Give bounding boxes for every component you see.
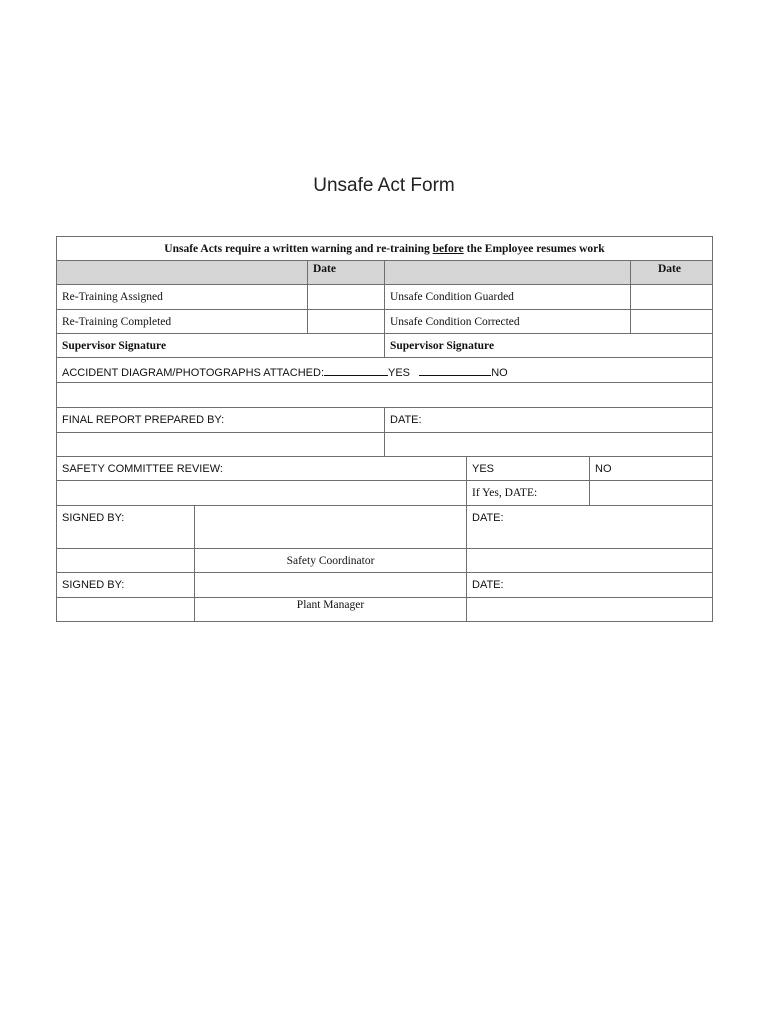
safety-coordinator-label: Safety Coordinator (194, 548, 467, 573)
date-header-right: Date (630, 260, 713, 285)
safety-committee-label: SAFETY COMMITTEE REVIEW: (56, 456, 467, 481)
signed-by-date-label-2: DATE: (466, 572, 713, 598)
accident-diagram-row (56, 357, 713, 383)
final-report-date-field[interactable] (384, 432, 713, 457)
no-blank-line[interactable] (419, 364, 491, 376)
accident-yes-label: YES (388, 367, 411, 379)
condition-guarded-label: Unsafe Condition Guarded (384, 284, 631, 310)
safety-committee-no[interactable]: NO (589, 456, 713, 481)
retraining-completed-date-field[interactable] (307, 309, 385, 334)
signer-blank-2 (56, 597, 195, 622)
accident-no-label: NO (491, 367, 508, 379)
supervisor-signature-left[interactable]: Supervisor Signature (56, 333, 385, 358)
plant-manager-date-field[interactable] (466, 597, 713, 622)
retraining-completed-label: Re-Training Completed (56, 309, 308, 334)
accident-notes-field[interactable] (56, 382, 713, 408)
supervisor-signature-right[interactable]: Supervisor Signature (384, 333, 713, 358)
plant-manager-signature-field[interactable] (194, 572, 467, 598)
final-report-name-field[interactable] (56, 432, 385, 457)
condition-corrected-label: Unsafe Condition Corrected (384, 309, 631, 334)
final-report-date-label: DATE: (384, 407, 713, 433)
yes-blank-line[interactable] (324, 364, 388, 376)
safety-committee-notes-field[interactable] (56, 480, 467, 506)
header-blank-right (384, 260, 631, 285)
safety-coordinator-date-field[interactable] (466, 548, 713, 573)
signed-by-label-2: SIGNED BY: (56, 572, 195, 598)
condition-corrected-date-field[interactable] (630, 309, 713, 334)
final-report-label: FINAL REPORT PREPARED BY: (56, 407, 385, 433)
date-header-left: Date (307, 260, 385, 285)
notice-banner (56, 236, 713, 261)
signer-blank-1 (56, 548, 195, 573)
condition-guarded-date-field[interactable] (630, 284, 713, 310)
if-yes-date-label: If Yes, DATE: (466, 480, 590, 506)
header-blank-left (56, 260, 308, 285)
notice-emphasis: before (432, 243, 464, 255)
retraining-assigned-label: Re-Training Assigned (56, 284, 308, 310)
safety-committee-yes[interactable]: YES (466, 456, 590, 481)
if-yes-date-field[interactable] (589, 480, 713, 506)
plant-manager-label: Plant Manager (194, 597, 467, 622)
signed-by-label-1: SIGNED BY: (56, 505, 195, 549)
safety-coordinator-signature-field[interactable] (194, 505, 467, 549)
retraining-assigned-date-field[interactable] (307, 284, 385, 310)
notice-text-start: Unsafe Acts require a written warning and re-training (164, 243, 433, 255)
notice-text-end: the Employee resumes work (463, 243, 605, 255)
page-title: Unsafe Act Form (313, 175, 455, 196)
unsafe-act-form (56, 236, 713, 622)
accident-label: ACCIDENT DIAGRAM/PHOTOGRAPHS ATTACHED: (62, 367, 324, 379)
signed-by-date-label-1: DATE: (466, 505, 713, 549)
